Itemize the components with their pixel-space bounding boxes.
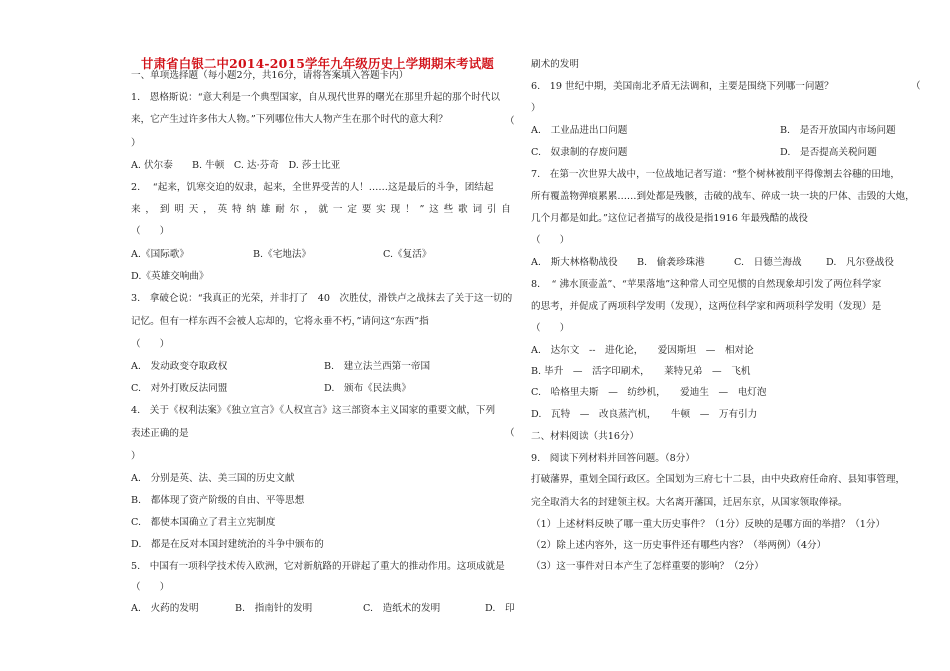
q2-line2-char: 自 xyxy=(501,204,511,215)
q5-line1: 5. 中国有一项科学技术传入欧洲，它对新航路的开辟起了重大的推动作用。这项成就是 xyxy=(131,561,505,572)
q5-option-d-continued: 刷术的发明 xyxy=(531,59,579,70)
q7-option-c: C. 日德兰海战 xyxy=(734,257,802,268)
exam-title: 甘肃省白银二中2014-2015学年九年级历史上学期期末考试题 xyxy=(141,56,494,71)
q1-line2: 来，它产生过许多伟大人物。”下列哪位伟大人物产生在那个时代的意大利？ xyxy=(131,114,448,125)
q1-line1: 1. 恩格斯说：“意大利是一个典型国家，自从现代世界的曙光在那里升起的那个时代以 xyxy=(131,92,501,103)
q2-line2-char: 引 xyxy=(486,204,497,215)
q2-line2-char: 纳 xyxy=(246,204,256,215)
q3-line1: 3. 拿破仑说：“我真正的光荣，并非打了 40 次胜仗，滑铁卢之战抹去了关于这一切的 xyxy=(131,293,513,304)
q2-line2-char: 现 xyxy=(390,204,401,215)
q2-line2-char: 天 xyxy=(188,204,199,215)
q7-option-a: A. 斯大林格勒战役 xyxy=(531,257,618,268)
q3-option-a: A. 发动政变夺取政权 xyxy=(131,361,228,372)
q9-material-line2: 完全取消大名的封建领主权。大名离开藩国，迁居东京，从国家领取俸禄。 xyxy=(531,497,848,508)
q2-line2-char: 词 xyxy=(472,204,483,215)
q8-option-a: A. 达尔文 -- 进化论， 爱因斯坦 — 相对论 xyxy=(531,345,754,356)
q4-paren-close: ） xyxy=(131,451,141,462)
q1-options: A. 伏尔泰 B. 牛顿 C. 达·芬奇 D. 莎士比亚 xyxy=(131,160,341,171)
q7-option-b: B. 偷袭珍珠港 xyxy=(637,257,705,268)
q7-option-d: D. 凡尔登战役 xyxy=(826,257,894,268)
q5-option-a: A. 火药的发明 xyxy=(131,603,199,614)
q4-option-c: C. 都使本国确立了君主立宪制度 xyxy=(131,517,276,528)
q2-line2-char: ！ xyxy=(405,204,415,215)
q2-line2-char: 英 xyxy=(217,204,228,215)
q8-line1: 8． “ 沸水顶壶盖”、“苹果落地”这种常人司空见惯的自然现象却引发了两位科学家 xyxy=(531,279,882,290)
q2-line2-char: ， xyxy=(304,204,314,215)
q5-option-d: D. 印 xyxy=(485,603,515,614)
q2-option-a: A.《国际歌》 xyxy=(131,249,189,260)
q6-option-a: A. 工业品进出口问题 xyxy=(531,125,628,136)
q2-line2-char: 一 xyxy=(332,204,343,215)
q7-line2: 所有覆盖物弹痕累累……到处都是残骸，击破的战车、碎成一块一块的尸体、击毁的大炮， xyxy=(531,191,915,202)
q1-paren-close: ） xyxy=(131,138,141,149)
q7-line3: 几个月都是如此。”这位记者描写的战役是指1916 年最残酷的战役 xyxy=(531,213,809,224)
q2-line2-char: 歌 xyxy=(458,204,468,215)
q4-line2: 表述正确的是 xyxy=(131,428,189,439)
q3-line2: 记忆。但有一样东西不会被人忘却的，它将永垂不朽，”请问这“东西”指 xyxy=(131,316,429,327)
q6-option-c: C. 奴隶制的存废问题 xyxy=(531,147,628,158)
q1-paren-open: （ xyxy=(505,116,515,127)
q2-line2-char: ， xyxy=(145,204,156,215)
q6-option-b: B. 是否开放国内市场问题 xyxy=(780,125,896,136)
q2-line1: 2. “起来，饥寒交迫的奴隶，起来，全世界受苦的人！……这是最后的斗争，团结起 xyxy=(131,182,494,193)
q3-option-b: B. 建立法兰西第一帝国 xyxy=(324,361,431,372)
q2-line2-char: 到 xyxy=(159,204,170,215)
q9-material-line1: 打破藩界，重划全国行政区。全国划为三府七十二县，由中央政府任命府、县知事管理， xyxy=(531,474,906,485)
q6-paren-close: ） xyxy=(531,103,541,114)
q2-paren: （ ） xyxy=(131,226,170,237)
q9-subquestion-3: （3）这一事件对日本产生了怎样重要的影响？（2分） xyxy=(531,561,764,572)
q2-line2-char: 来 xyxy=(131,204,141,215)
q2-line2-char: 这 xyxy=(429,204,439,215)
q8-option-d: D. 瓦特 — 改良蒸汽机， 牛顿 — 万有引力 xyxy=(531,409,758,420)
q5-option-b: B. 指南针的发明 xyxy=(235,603,313,614)
q2-line2-char: 雄 xyxy=(260,204,271,215)
section2-header: 二、材料阅读（共16分） xyxy=(531,431,640,442)
q9-subquestion-2: （2）除上述内容外，这一历史事件还有哪些内容？（举两例）（4分） xyxy=(531,540,827,551)
q2-line2-char: 明 xyxy=(174,204,184,215)
q9-subquestion-1: （1）上述材料反映了哪一重大历史事件？（1分）反映的是哪方面的举措？（1分） xyxy=(531,519,886,530)
q2-option-d: D.《英雄交响曲》 xyxy=(131,271,209,282)
q3-option-c: C. 对外打败反法同盟 xyxy=(131,383,228,394)
q7-line1: 7. 在第一次世界大战中，一位战地记者写道：“整个树林被削平得像割去谷穗的田地， xyxy=(531,169,901,180)
q7-paren: （ ） xyxy=(531,235,570,246)
q4-option-d: D. 都是在反对本国封建统治的斗争中颁布的 xyxy=(131,539,324,550)
q5-paren: （ ） xyxy=(131,582,170,593)
q4-option-b: B. 都体现了资产阶级的自由、平等思想 xyxy=(131,495,305,506)
q6-line1: 6. 19 世纪中期，美国南北矛盾无法调和，主要是围绕下列哪一问题？ xyxy=(531,81,834,92)
q9-line1: 9. 阅读下列材料并回答问题。（8分） xyxy=(531,453,695,464)
q2-line2-char: 耐 xyxy=(275,204,285,215)
q4-option-a: A. 分别是英、法、美三国的历史文献 xyxy=(131,473,295,484)
q2-line2-char: ” xyxy=(419,204,425,215)
q2-line2 xyxy=(131,204,511,216)
q2-line2-char: 些 xyxy=(443,204,454,215)
q6-option-d: D. 是否提高关税问题 xyxy=(780,147,877,158)
q8-line2: 的思考，并促成了两项科学发明（发现），这两位科学家和两项科学发明（发现）是 xyxy=(531,301,882,312)
q2-line2-char: 特 xyxy=(231,204,242,215)
q2-line2-char: 定 xyxy=(347,204,357,215)
q5-option-c: C. 造纸术的发明 xyxy=(363,603,441,614)
q4-paren-open: （ xyxy=(505,428,515,439)
q3-paren: （ ） xyxy=(131,339,170,350)
q2-line2-char: 尔 xyxy=(289,204,300,215)
q2-line2-char: 实 xyxy=(376,204,386,215)
q2-option-c: C.《复活》 xyxy=(383,249,432,260)
q4-line1: 4. 关于《权利法案》《独立宣言》《人权宣言》这三部资本主义国家的重要文献，下列 xyxy=(131,405,496,416)
q3-option-d: D. 颁布《民法典》 xyxy=(324,383,412,394)
q2-line2-char: 要 xyxy=(361,204,372,215)
q8-paren: （ ） xyxy=(531,323,570,334)
q2-line2-char: ， xyxy=(203,204,213,215)
q2-option-b: B.《宅地法》 xyxy=(253,249,312,260)
q8-option-b: B. 毕升 — 活字印刷术， 莱特兄弟 — 飞机 xyxy=(531,366,751,377)
q8-option-c: C. 哈格里夫斯 — 纺纱机， 爱迪生 — 电灯泡 xyxy=(531,387,767,398)
q6-paren-open: （ xyxy=(911,81,921,92)
section1-header: 一、单项选择题（每小题2分，共16分，请将答案填入答题卡内） xyxy=(131,70,409,81)
q2-line2-char: 就 xyxy=(318,204,329,215)
